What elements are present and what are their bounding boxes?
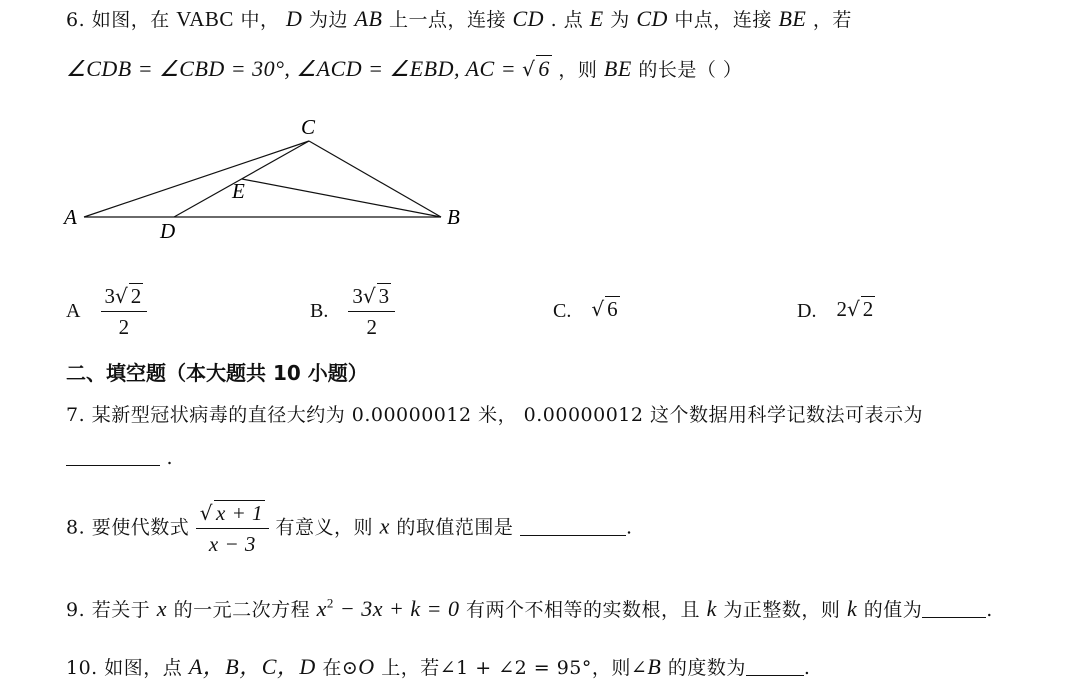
q8-line <box>66 500 633 557</box>
q8-number: 8. <box>66 516 86 539</box>
q6-text: 为边 <box>308 9 348 31</box>
q6-text: 的长是（ ） <box>638 59 743 81</box>
points-abcd: A，B，C，D <box>188 654 316 679</box>
q8-numerator: x + 1 <box>216 501 263 525</box>
q8-text: 的取值范围是 <box>396 516 514 539</box>
coefficient: 2 <box>836 297 847 321</box>
math-k: k <box>846 596 858 621</box>
option-letter: A <box>66 300 81 322</box>
option-c-value <box>591 297 619 321</box>
option-c[interactable] <box>553 296 620 323</box>
segment-ac <box>84 141 309 217</box>
option-letter: B. <box>310 300 329 322</box>
math-cd: CD <box>512 6 545 31</box>
denominator: 2 <box>118 315 130 339</box>
q9-text: 有两个不相等的实数根，且 <box>466 599 701 621</box>
q6-text: ，则 <box>558 59 598 81</box>
sqrt-icon: √ <box>115 284 128 308</box>
label-e: E <box>232 179 245 203</box>
math-ab: AB <box>354 6 383 31</box>
option-b-value <box>348 283 395 340</box>
q10-number: 10. <box>66 657 98 679</box>
math-e: E <box>589 6 604 31</box>
option-d-value <box>837 297 876 321</box>
sqrt-value: 6 <box>538 56 550 81</box>
q7-answer-blank[interactable] <box>66 447 160 466</box>
q9-line <box>66 595 993 622</box>
math-b: B <box>647 654 662 679</box>
q9-equation <box>317 596 460 621</box>
option-a-value <box>101 283 148 340</box>
option-a[interactable] <box>66 283 147 340</box>
q6-text: 中点，连接 <box>674 9 772 31</box>
math-cd: CD <box>636 6 668 31</box>
q6-text: 上一点，连接 <box>388 9 506 31</box>
sqrt-value: 2 <box>862 297 874 321</box>
q9-text: 的值为 <box>863 599 923 621</box>
q6-line2 <box>66 55 742 82</box>
q9-text: 为正整数，则 <box>723 599 841 621</box>
equation-rest: − 3x + k = 0 <box>333 596 460 621</box>
section-title: 二、填空题（本大题共 10 小题） <box>66 361 368 385</box>
math-k: k <box>706 596 717 621</box>
q6-text: 如图，在 <box>91 9 170 31</box>
label-a: A <box>64 205 77 229</box>
math-x: x <box>379 513 390 539</box>
exponent: 2 <box>326 595 334 611</box>
coefficient: 3 <box>104 284 115 308</box>
q10-tail: . <box>803 657 811 679</box>
triangle-figure <box>60 112 480 242</box>
label-c: C <box>301 115 316 139</box>
q6-text: . 点 <box>550 9 584 31</box>
q9-number: 9. <box>66 599 86 621</box>
option-d[interactable] <box>797 296 875 323</box>
q8-answer-blank[interactable] <box>520 517 626 536</box>
q6-text: 中， <box>240 9 280 31</box>
q8-tail: . <box>625 516 633 539</box>
math-be: BE <box>603 56 632 81</box>
q8-text: 有意义，则 <box>275 516 374 539</box>
sqrt-icon: √ <box>522 57 536 81</box>
q7-line2 <box>66 447 173 469</box>
math-be: BE <box>778 6 807 31</box>
q9-tail: . <box>986 599 993 621</box>
segment-eb <box>242 179 441 217</box>
option-letter: C. <box>553 299 572 322</box>
math-d: D <box>286 6 303 31</box>
q10-answer-blank[interactable] <box>746 657 804 676</box>
math-o: O <box>358 654 375 679</box>
label-d: D <box>160 219 176 242</box>
q10-text: 的度数为 <box>667 657 746 679</box>
sqrt-value: 6 <box>607 297 618 321</box>
denominator: 2 <box>366 315 378 339</box>
coefficient: 3 <box>352 284 363 308</box>
option-b[interactable] <box>310 283 395 340</box>
q7-tail: . <box>166 447 174 469</box>
math-x: x <box>156 596 168 621</box>
sqrt-value: 2 <box>130 284 142 308</box>
q6-condition: ∠CDB = ∠CBD = 30°, ∠ACD = ∠EBD, AC = <box>66 56 523 81</box>
math-x: x <box>316 596 327 621</box>
q6-line1 <box>66 5 852 32</box>
sqrt-value: 3 <box>378 284 390 308</box>
q9-answer-blank[interactable] <box>922 599 986 618</box>
sqrt-icon: √ <box>591 297 605 321</box>
q9-text: 的一元二次方程 <box>173 599 311 621</box>
q8-denominator: x − 3 <box>208 532 256 556</box>
q10-condition: 上，若∠1 + ∠2 = 95°，则∠ <box>381 657 648 679</box>
q10-line <box>66 650 810 681</box>
label-b: B <box>447 205 460 229</box>
option-letter: D. <box>797 299 817 322</box>
q7-number: 7. <box>66 404 86 426</box>
segment-cb <box>309 141 441 217</box>
q7-text: 某新型冠状病毒的直径大约为 0.00000012 米， 0.00000012 这个数据用科学记数法可表示为 <box>91 404 924 426</box>
q7-line1 <box>66 400 923 427</box>
q10-text: 如图，点 <box>104 657 183 679</box>
sqrt-icon: √ <box>362 284 376 308</box>
q8-text: 要使代数式 <box>91 516 190 539</box>
q10-text: 在⊙ <box>322 657 359 679</box>
q8-fraction <box>196 500 269 557</box>
triangle-abc: VABC <box>176 7 234 31</box>
q9-text: 若关于 <box>91 599 151 621</box>
q6-text: ，若 <box>812 9 852 31</box>
sqrt-icon: √ <box>199 501 213 525</box>
q6-text: 为 <box>610 9 630 31</box>
sqrt-icon: √ <box>847 297 860 321</box>
q6-number: 6. <box>66 9 86 31</box>
